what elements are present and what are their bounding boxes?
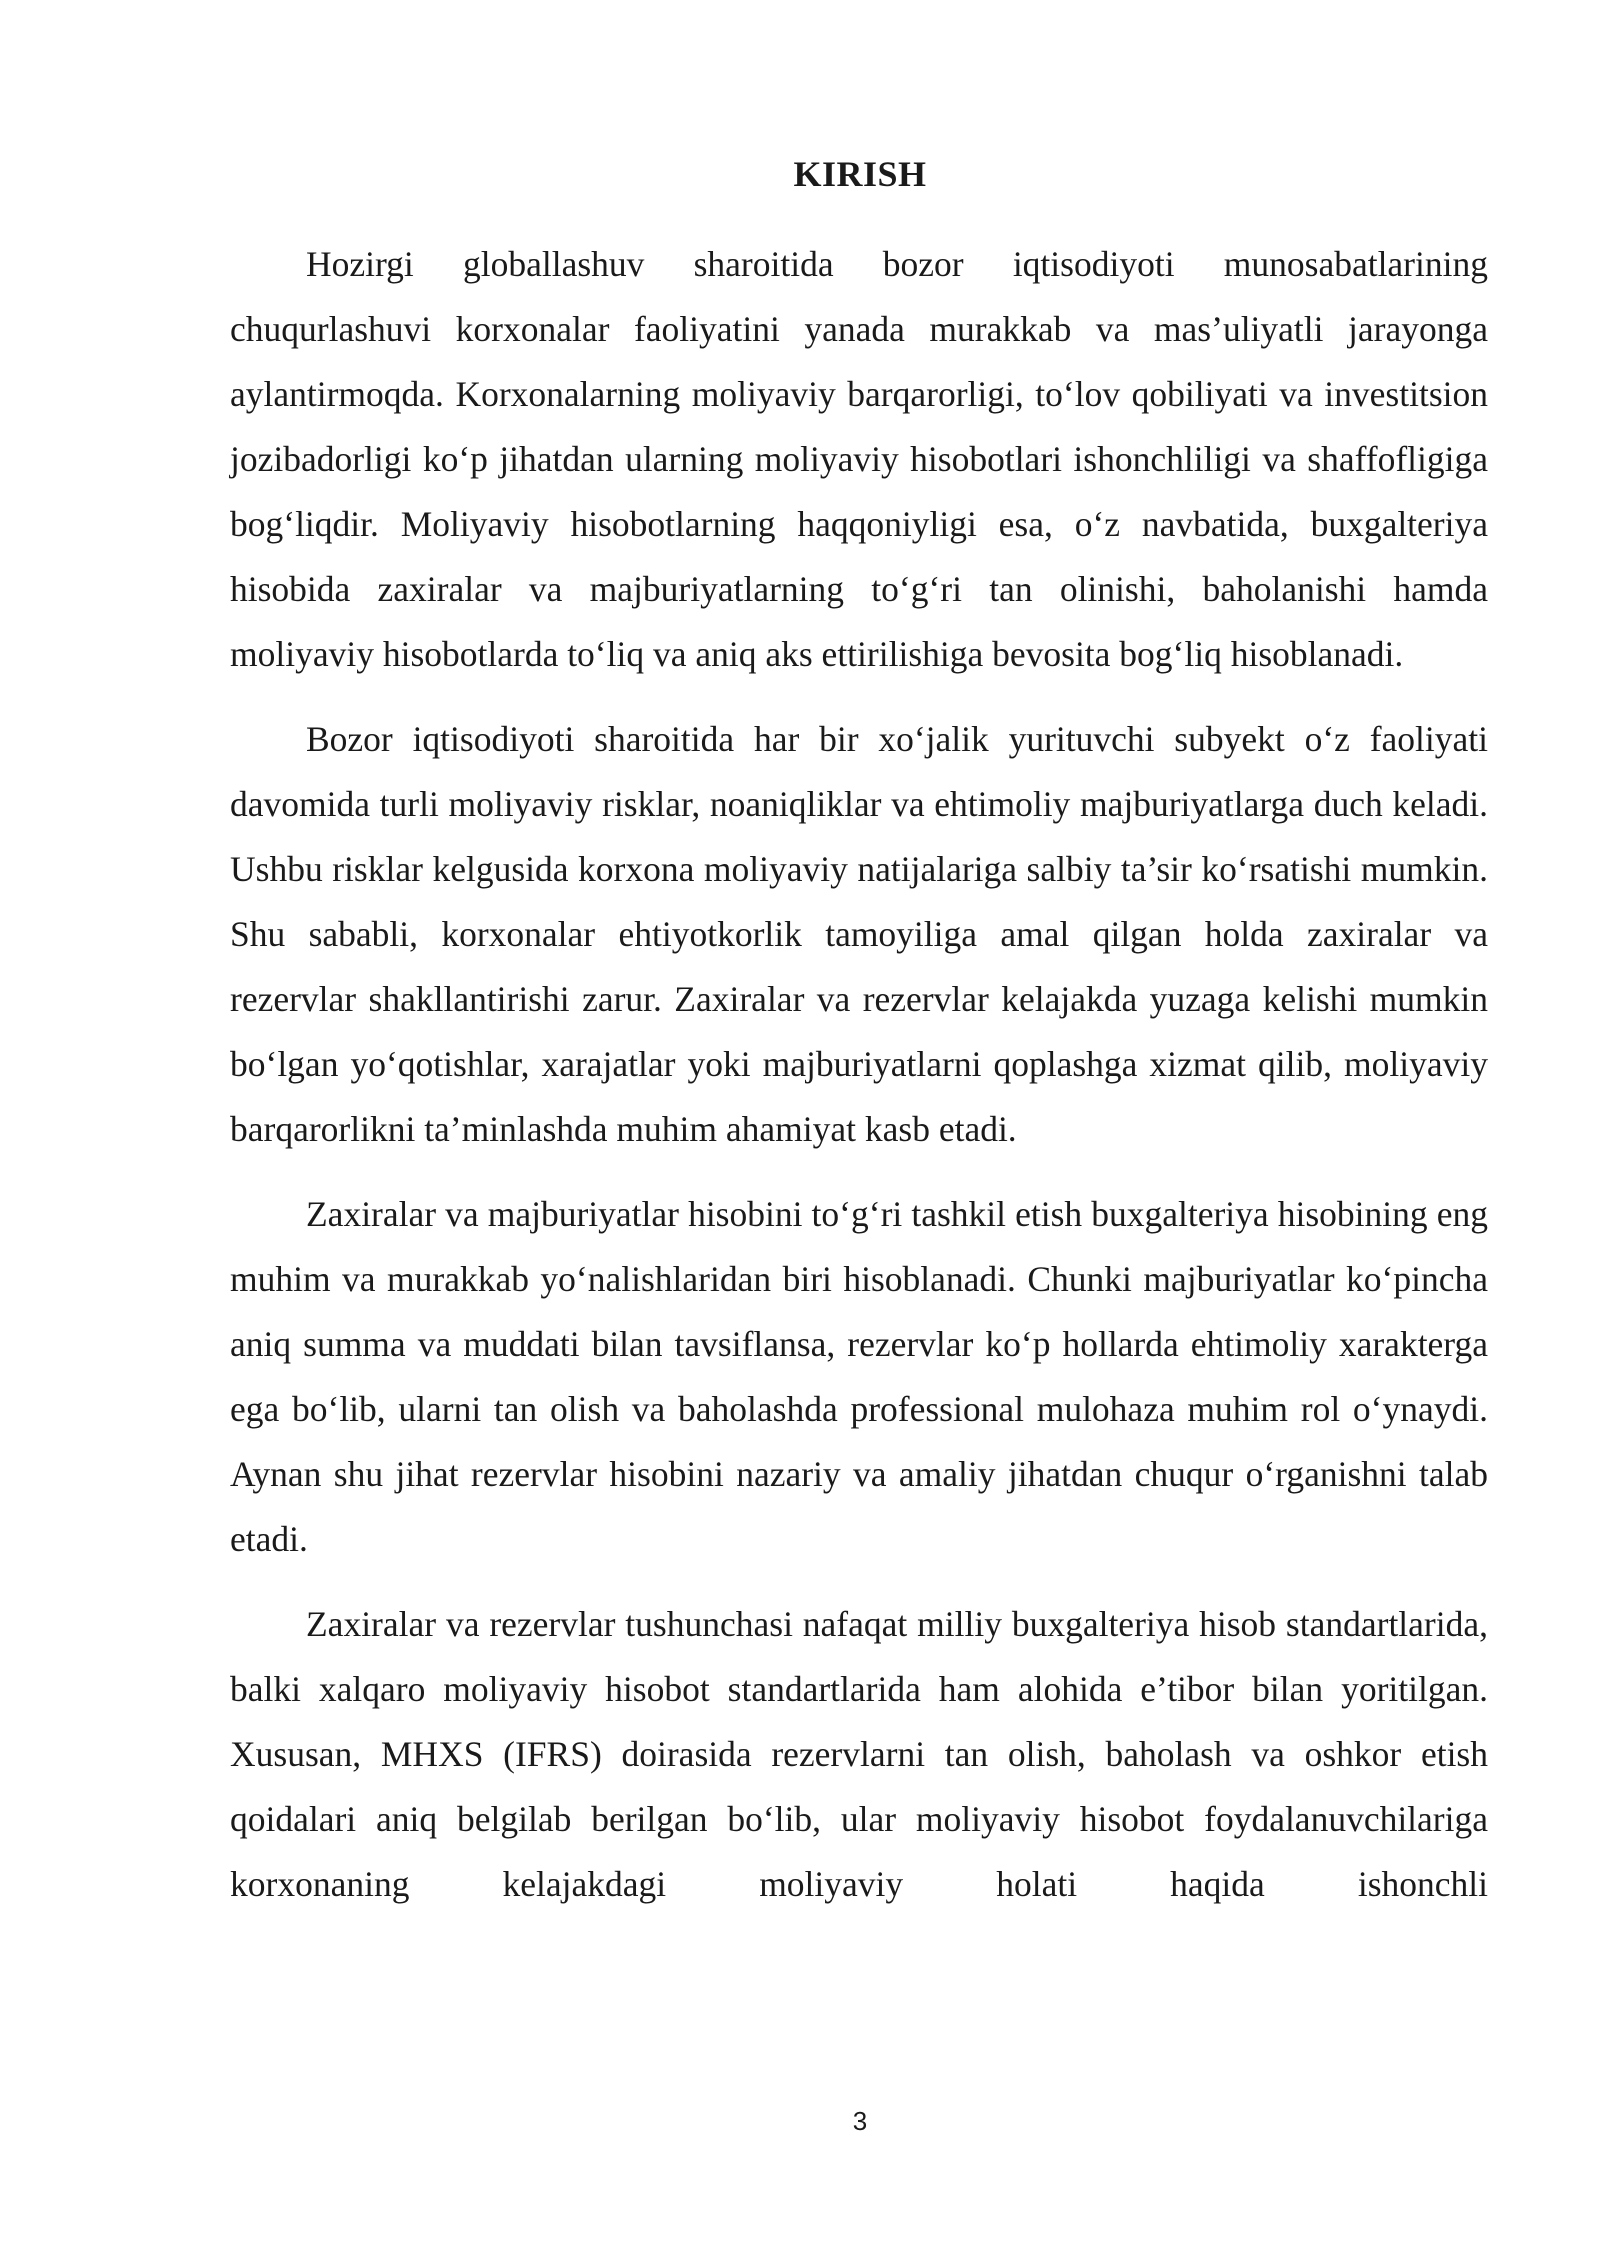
paragraph-1: Hozirgi globallashuv sharoitida bozor iqtisodiyoti munosabatlarining chuqurlashuvi korxonalar faoliyatini yanada murakkab va mas’uliyatli jarayonga aylantirmoqda. Korxonalarning moliyaviy barqarorligi, to‘lov qobiliyati va investitsion jozibadorligi ko‘p jihatdan ularning moliyaviy hisobotlari ishonchliligi va shaffofligiga bog‘liqdir. Moliyaviy hisobotlarning haqqoniyligi esa, o‘z navbatida, buxgalteriya hisobida zaxiralar va majburiyatlarning to‘g‘ri tan olinishi, baholanishi hamda moliyaviy hisobotlarda to‘liq va aniq aks ettirilishiga bevosita bog‘liq hisoblanadi. (230, 244, 1488, 674)
page-title: KIRISH (793, 154, 927, 194)
paragraph-3: Zaxiralar va majburiyatlar hisobini to‘g‘ri tashkil etish buxgalteriya hisobining eng muhim va murakkab yo‘nalishlaridan biri hisoblanadi. Chunki majburiyatlar ko‘pincha aniq summa va muddati bilan tavsiflansa, rezervlar ko‘p hollarda ehtimoliy xarakterga ega bo‘lib, ularni tan olish va baholashda professional mulohaza muhim rol o‘ynaydi. Aynan shu jihat rezervlar hisobini nazariy va amaliy jihatdan chuqur o‘rganishni talab etadi. (230, 1194, 1488, 1559)
paragraph-2: Bozor iqtisodiyoti sharoitida har bir xo‘jalik yurituvchi subyekt o‘z faoliyati davomida turli moliyaviy risklar, noaniqliklar va ehtimoliy majburiyatlarga duch keladi. Ushbu risklar kelgusida korxona moliyaviy natijalariga salbiy ta’sir ko‘rsatishi mumkin. Shu sababli, korxonalar ehtiyotkorlik tamoyiliga amal qilgan holda zaxiralar va rezervlar shakllantirishi zarur. Zaxiralar va rezervlar kelajakda yuzaga kelishi mumkin bo‘lgan yo‘qotishlar, xarajatlar yoki majburiyatlarni qoplashga xizmat qilib, moliyaviy barqarorlikni ta’minlashda muhim ahamiyat kasb etadi. (230, 719, 1488, 1149)
paragraph-4: Zaxiralar va rezervlar tushunchasi nafaqat milliy buxgalteriya hisob standartlarida, balki xalqaro moliyaviy hisobot standartlarida ham alohida e’tibor bilan yoritilgan. Xususan, MHXS (IFRS) doirasida rezervlarni tan olish, baholash va oshkor etish qoidalari aniq belgilab berilgan bo‘lib, ular moliyaviy hisobot foydalanuvchilariga korxonaning kelajakdagi moliyaviy holati haqida ishonchli (230, 1604, 1488, 1904)
page-number: 3 (852, 2106, 868, 2136)
body-text (230, 232, 1488, 1917)
